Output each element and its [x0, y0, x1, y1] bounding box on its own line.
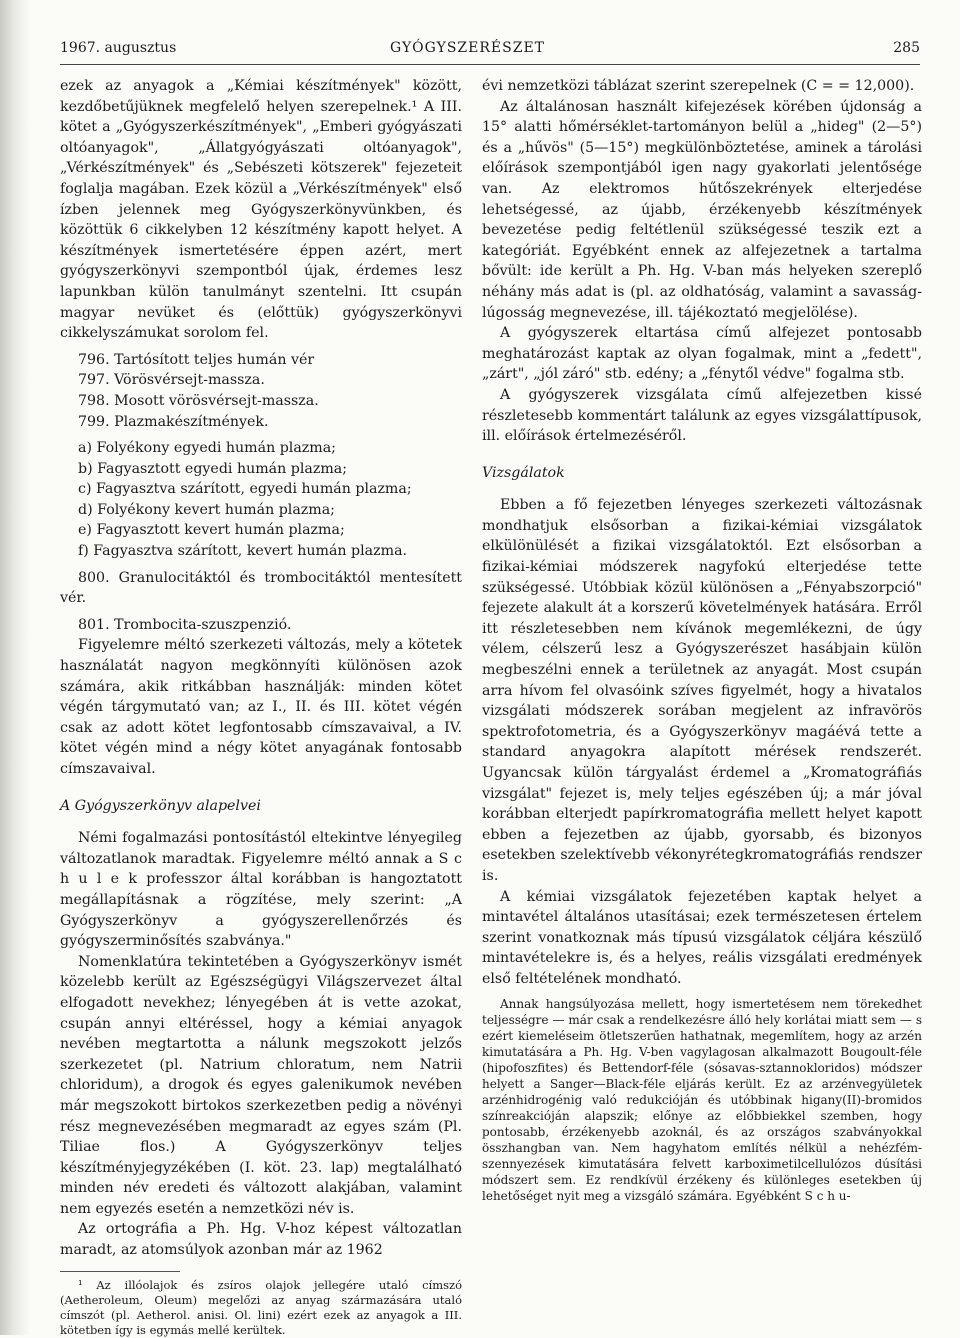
- list-item: 797. Vörösvérsejt-massza.: [78, 372, 265, 389]
- journal-title: GYÓGYSZERÉSZET: [390, 40, 546, 56]
- list-item: a) Folyékony egyedi humán plazma;: [78, 440, 336, 457]
- right-column: [482, 76, 922, 1204]
- paragraph: A gyógyszerek vizsgálata című alfejezetben kissé részletesebb kommentárt találunk az egyes vizsgálattípusok, ill. előírások értelmezéséről.: [482, 386, 922, 445]
- list-item: f) Fagyasztva szárított, kevert humán plazma.: [78, 543, 408, 560]
- paragraph: Az ortográfia a Ph. Hg. V-hoz képest változatlan maradt, az atomsúlyok azonban már az 1962: [60, 1221, 462, 1259]
- paragraph: Figyelemre méltó szerkezeti változás, mely a kötetek használatát nagyon megkönnyíti különösen azok számára, akik ritkábban használják: minden kötet végén tárgymutató van; az I., II. és III. kötet végén csak az adott kötet legfontosabb címszavaival, a IV. kötet végén mind a négy kötet anyagának fontosabb címszavaival.: [60, 637, 462, 777]
- footnote: ¹ Az illóolajok és zsíros olajok jellegére utaló címszó (Aetheroleum, Oleum) megelőzi az anyag származására utaló címszót (pl. Aetherol. anisi. Ol. lini) ezért ezek az anyagok a III. kötetben így is egymás mellé kerültek.: [60, 1277, 462, 1338]
- page-header: [60, 40, 920, 62]
- footnote-rule: [60, 1271, 180, 1272]
- list-item: 796. Tartósított teljes humán vér: [78, 351, 315, 368]
- paragraph: Annak hangsúlyozása mellett, hogy ismertetésem nem törekedhet teljességre — már csak a rendelkezésre álló hely korlátai miatt sem — s ezért kiemeléseim ötletszerűen hathatnak, megemlítem, hogy az arzén kimutatására a Ph. Hg. V-ben vagylagosan alkalmazott Bougoult-féle (hipofoszfites) és Bettendorf-féle (sósavas-sztannokloridos) módszer helyett a Sanger—Black-féle eljárás került. Ez az arzénvegyületek arzénhidrogénig való redukcióján és utóbbinak higany(II)-bromidos színreakcióján alapszik; előnye az előbbiekkel szemben, hogy pontosabb, érzékenyebb azoknál, és az országos szabványokkal összhangban van. Nem hagyhatom említés nélkül a nehézfém-szennyezések kimutatására felvett karboximetilcellulózos dúsítási módszert sem. Ez rendkívül érzékeny és különleges esetekben új lehetőséget nyit meg a vizsgáló számára. Egyébként S c h u-: [482, 996, 922, 1203]
- section-heading: A Gyógyszerkönyv alapelvei: [60, 797, 261, 814]
- section-heading: Vizsgálatok: [482, 464, 565, 481]
- list-item: 798. Mosott vörösvérsejt-massza.: [78, 392, 319, 409]
- page-number: 285: [893, 40, 920, 56]
- paragraph: A gyógyszerek eltartása című alfejezet pontosabb meghatározást kaptak az olyan fogalmak, mint a „fedett", „zárt", „jól záró" stb. edény; a „fénytől védve" fogalma stb.: [482, 325, 922, 383]
- plasma-list: [60, 438, 462, 562]
- paragraph: Az általánosan használt kifejezések körében újdonság a 15° alatti hőmérséklet-tartományon belül a „hideg" (2—5°) és a „hűvös" (5—15°) megkülönböztetése, aminek a tárolási előírások szempontjából igen nagy gyakorlati jelentősége van. Az elektromos hűtőszekrények elterjedése lehetségessé, az újabb, érzékenyebb készítmények bevezetése pedig feltétlenül szükségessé teszik ezt a kategóriát. Egyébként ennek az alfejezetnek a tartalma bővült: ide került a Ph. Hg. V-ban más helyeken szereplő néhány más adat is (pl. az oldhatóság, valamint a savasság-lúgosság megnevezése, ill. tájékoztató megjelölése).: [482, 98, 922, 321]
- left-column: [60, 76, 462, 1338]
- list-item: 799. Plazmakészítmények.: [78, 413, 269, 430]
- paragraph: Nomenklatúra tekintetében a Gyógyszerkönyv ismét közelebb került az Egészségügyi Világszervezet által elfogadott nevekhez; lényegében át is vette azokat, csupán annyi eltéréssel, hogy a kémiai anyagok nevében megtartotta a nálunk megszokott jelzős szerkezetet (pl. Natrium chloratum, nem Natrii chloridum), a drogok és egyes galenikumok nevében már megszokott birtokos szerkezetben pedig a növényi rész megnevezésében megmaradt az egyes szám (Pl. Tiliae flos.) A Gyógyszerkönyv teljes készítményjegyzékében (I. köt. 23. lap) megtalálható minden név eredeti és változott alakjában, valamint nem egyezés esetén a nemzetközi név is.: [60, 953, 462, 1217]
- list-item: 801. Trombocita-szuszpenzió.: [78, 616, 292, 633]
- header-rule: [60, 64, 920, 65]
- paragraph: Némi fogalmazási pontosítástól eltekintve lényegileg változatlanok maradtak. Figyelemre méltó annak a S c h u l e k professzor által korábban is hangoztatott megállapításnak a rögzítése, mely szerint: „A Gyógyszerkönyv a gyógyszerellenőrzés és gyógyszerminősítés szabványa.": [60, 830, 462, 950]
- list-item: 800. Granulocitáktól és trombocitáktól mentesített vér.: [60, 569, 462, 607]
- list-item: e) Fagyasztott kevert humán plazma;: [78, 522, 345, 539]
- paragraph: ezek az anyagok a „Kémiai készítmények" között, kezdőbetűjüknek megfelelő helyen szerepelnek.¹ A III. kötet a „Gyógyszerkészítmények", „Emberi gyógyászati oltóanyagok", „Állatgyógyászati oltóanyagok", „Vérkészítmények" és „Sebészeti kötszerek" fejezeteit foglalja magában. Ezek közül a „Vérkészítmények" első ízben jelennek meg Gyógyszerkönyvünkben, és közöttük 6 cikkelyben 12 készítmény kapott helyet. A készítmények ismertetésére éppen azért, mert gyógyszerkönyvi szempontból újak, érdemes lesz lapunkban külön tanulmányt szentelni. Itt csupán magyar nevüket és (előttük) gyógyszerkönyvi cikkelyszámukat sorolom fel.: [60, 78, 462, 342]
- article-list: [60, 350, 462, 432]
- list-item: b) Fagyasztott egyedi humán plazma;: [78, 460, 348, 477]
- paragraph: A kémiai vizsgálatok fejezetében kaptak helyet a mintavétel általános utasításai; ezek természetesen értelem szerint vonatkoznak más típusú vizsgálatok céljára készülő mintavételekre is, és a helyes, reális vizsgálati eredmények első feltételének mondható.: [482, 888, 922, 987]
- small-print-block: [482, 996, 922, 1204]
- list-item: c) Fagyasztva szárított, egyedi humán plazma;: [78, 481, 412, 498]
- paragraph: Ebben a fő fejezetben lényeges szerkezeti változásnak mondhatjuk elsősorban a fizikai-kémiai vizsgálatok elkülönülését a fizikai vizsgálatoktól. Ezt elsősorban a fizikai-kémiai módszerek nagyfokú elterjedése tette szükségessé. Utóbbiak közül különösen a „Fényabszorpció" fejezete alakult át a korszerű követelmények hatására. Erről itt részletesebben nem kívánok megemlékezni, de úgy vélem, célszerű lesz a Gyógyszerészet hasábjain külön megbeszélni ennek a területnek az anyagát. Most csupán arra hívom fel olvasóink szíves figyelmét, hogy a hivatalos vizsgálati módszerek sorában megjelent az infravörös spektrofotometria, és a Gyógyszerkönyv magáévá tette a standard anyagokra alapított mérések rendszerét. Ugyancsak külön tárgyalást érdemel a „Kromatográfiás vizsgálat" fejezet is, mely teljes egészében új; a már jóval korábban elterjedt papírkromatográfia mellett helyet kapott ebben a fejezetben az újabb, gyorsabb, és bizonyos esetekben szelektívebb vékonyrétegkromatográfiás rendszer is.: [482, 497, 922, 884]
- scan-binding-edge: [0, 0, 30, 1335]
- issue-date: 1967. augusztus: [60, 40, 177, 56]
- list-item: d) Folyékony kevert humán plazma;: [78, 501, 335, 518]
- paragraph: évi nemzetközi táblázat szerint szerepelnek (C = = 12,000).: [482, 78, 915, 94]
